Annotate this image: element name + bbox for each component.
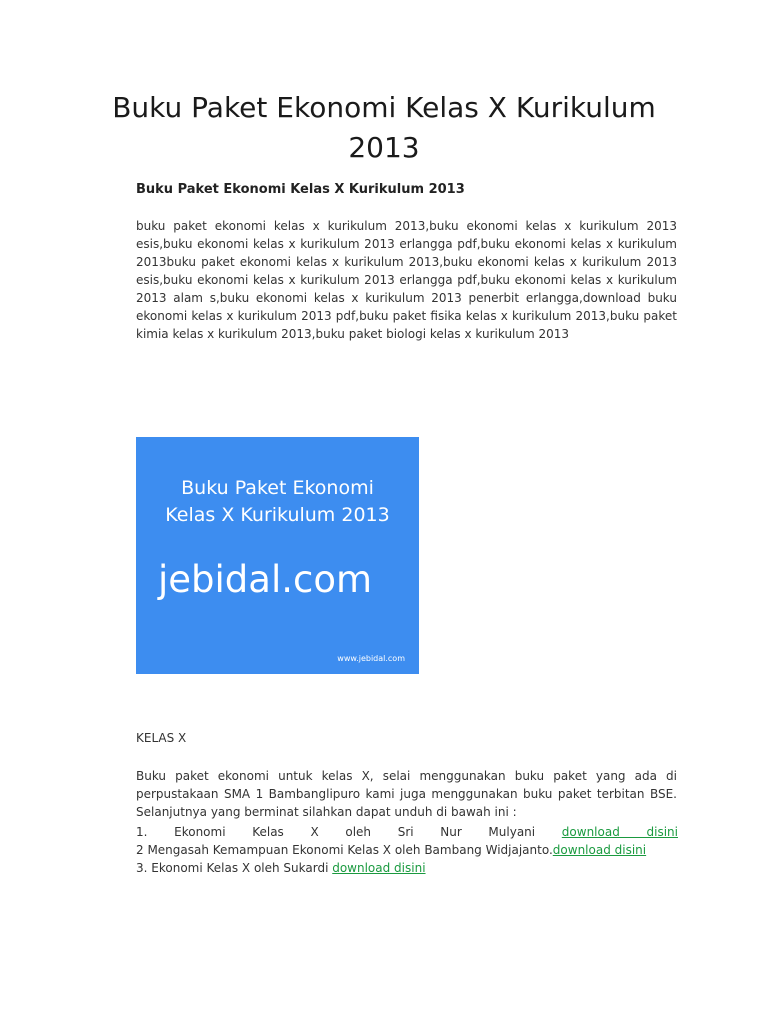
list-item-text: 1. Ekonomi Kelas X oleh Sri Nur Mulyani [136,825,536,839]
section-heading: KELAS X [136,731,187,745]
intro-paragraph: buku paket ekonomi kelas x kurikulum 2013,buku ekonomi kelas x kurikulum 2013 esis,buku ekonomi kelas x kurikulum 2013 erlangga pdf,buku ekonomi kelas x kurikulum 2013buku paket ekonomi kelas x kurikulum 2013,buku ekonomi kelas x kurikulum 2013 esis,buku ekonomi kelas x kurikulum 2013 erlangga pdf,buku ekonomi kelas x kurikulum 2013 alam s,buku ekonomi kelas x kurikulum 2013 penerbit erlangga,download buku ekonomi kelas x kurikulum 2013 pdf,buku paket fisika kelas x kurikulum 2013,buku paket kimia kelas x kurikulum 2013,buku paket biologi kelas x kurikulum 2013 [136,219,677,341]
list-item-text: 3. Ekonomi Kelas X oleh Sukardi [136,861,333,875]
banner-title-line-2: Kelas X Kurikulum 2013 [165,504,390,526]
body-paragraph: Buku paket ekonomi untuk kelas X, selai menggunakan buku paket yang ada di perpustakaan SMA 1 Bambanglipuro kami juga menggunakan buku paket terbitan BSE. Selanjutnya yang berminat silahkan dapat unduh di bawah ini : [136,769,677,819]
list-item [136,859,678,877]
download-link[interactable]: download disini [332,861,426,875]
article-subtitle: Buku Paket Ekonomi Kelas X Kurikulum 2013 [136,182,465,197]
book-banner-image [136,437,419,674]
page-title: Buku Paket Ekonomi Kelas X Kurikulum 2013 [112,91,656,164]
download-link[interactable]: download disini [552,843,647,857]
list-item-text: 2 Mengasah Kemampuan Ekonomi Kelas X oleh Bambang Widjajanto. [136,843,553,857]
download-link[interactable]: download disini [561,825,678,839]
banner-title-line-1: Buku Paket Ekonomi [181,477,374,499]
list-item [136,823,678,841]
download-list [136,823,678,877]
list-item [136,841,678,859]
banner-domain: jebidal.com [158,558,373,601]
banner-url: www.jebidal.com [337,654,405,663]
